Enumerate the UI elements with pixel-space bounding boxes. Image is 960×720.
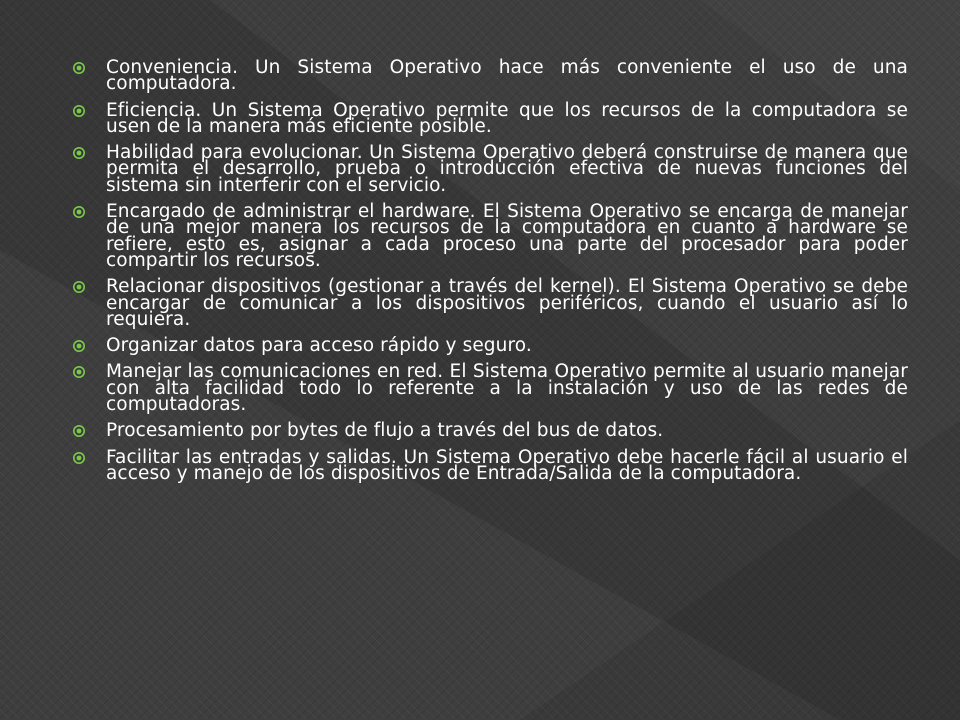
bullet-item [78, 335, 908, 357]
bullet-item [78, 420, 908, 442]
bullet-text: Organizar datos para acceso rápido y seguro. [106, 335, 532, 357]
bullet-text: Habilidad para evolucionar. Un Sistema Operativo deberá construirse de manera que permita el desarrollo, prueba o introducción efectiva de nuevas funciones del sistema sin interferir con el servicio. [106, 142, 908, 196]
bullet-text: Eficiencia. Un Sistema Operativo permite que los recursos de la computadora se usen de la manera más eficiente posible. [106, 99, 908, 137]
target-bullet-icon [72, 280, 86, 294]
target-bullet-icon [72, 146, 86, 160]
target-bullet-icon [72, 424, 86, 438]
bullet-text: Encargado de administrar el hardware. El Sistema Operativo se encarga de manejar de una mejor manera los recursos de la computadora en cuanto a hardware se refiere, esto es, asignar a cada proceso una parte del procesador para poder compartir los recursos. [106, 201, 908, 271]
bullet-text: Procesamiento por bytes de flujo a través del bus de datos. [106, 420, 664, 442]
slide-body [78, 57, 908, 492]
bullet-list [78, 57, 908, 484]
target-bullet-icon [72, 365, 86, 379]
bullet-item [78, 361, 908, 416]
bullet-item [78, 201, 908, 271]
bullet-item [78, 446, 908, 484]
bullet-text: Conveniencia. Un Sistema Operativo hace más conveniente el uso de una computadora. [106, 57, 908, 95]
bullet-text: Manejar las comunicaciones en red. El Sistema Operativo permite al usuario manejar con alta facilidad todo lo referente a la instalación y uso de las redes de computadoras. [106, 361, 908, 416]
target-bullet-icon [72, 451, 86, 465]
target-bullet-icon [72, 104, 86, 118]
target-bullet-icon [72, 339, 86, 353]
target-bullet-icon [72, 61, 86, 75]
bullet-text: Facilitar las entradas y salidas. Un Sistema Operativo debe hacerle fácil al usuario el acceso y manejo de los dispositivos de Entrada/Salida de la computadora. [106, 446, 908, 484]
bullet-item [78, 142, 908, 196]
target-bullet-icon [72, 205, 86, 219]
bullet-text: Relacionar dispositivos (gestionar a través del kernel). El Sistema Operativo se debe encargar de comunicar a los dispositivos periféricos, cuando el usuario así lo requiera. [106, 276, 908, 330]
bullet-item [78, 57, 908, 95]
bullet-item [78, 99, 908, 137]
bullet-item [78, 276, 908, 330]
